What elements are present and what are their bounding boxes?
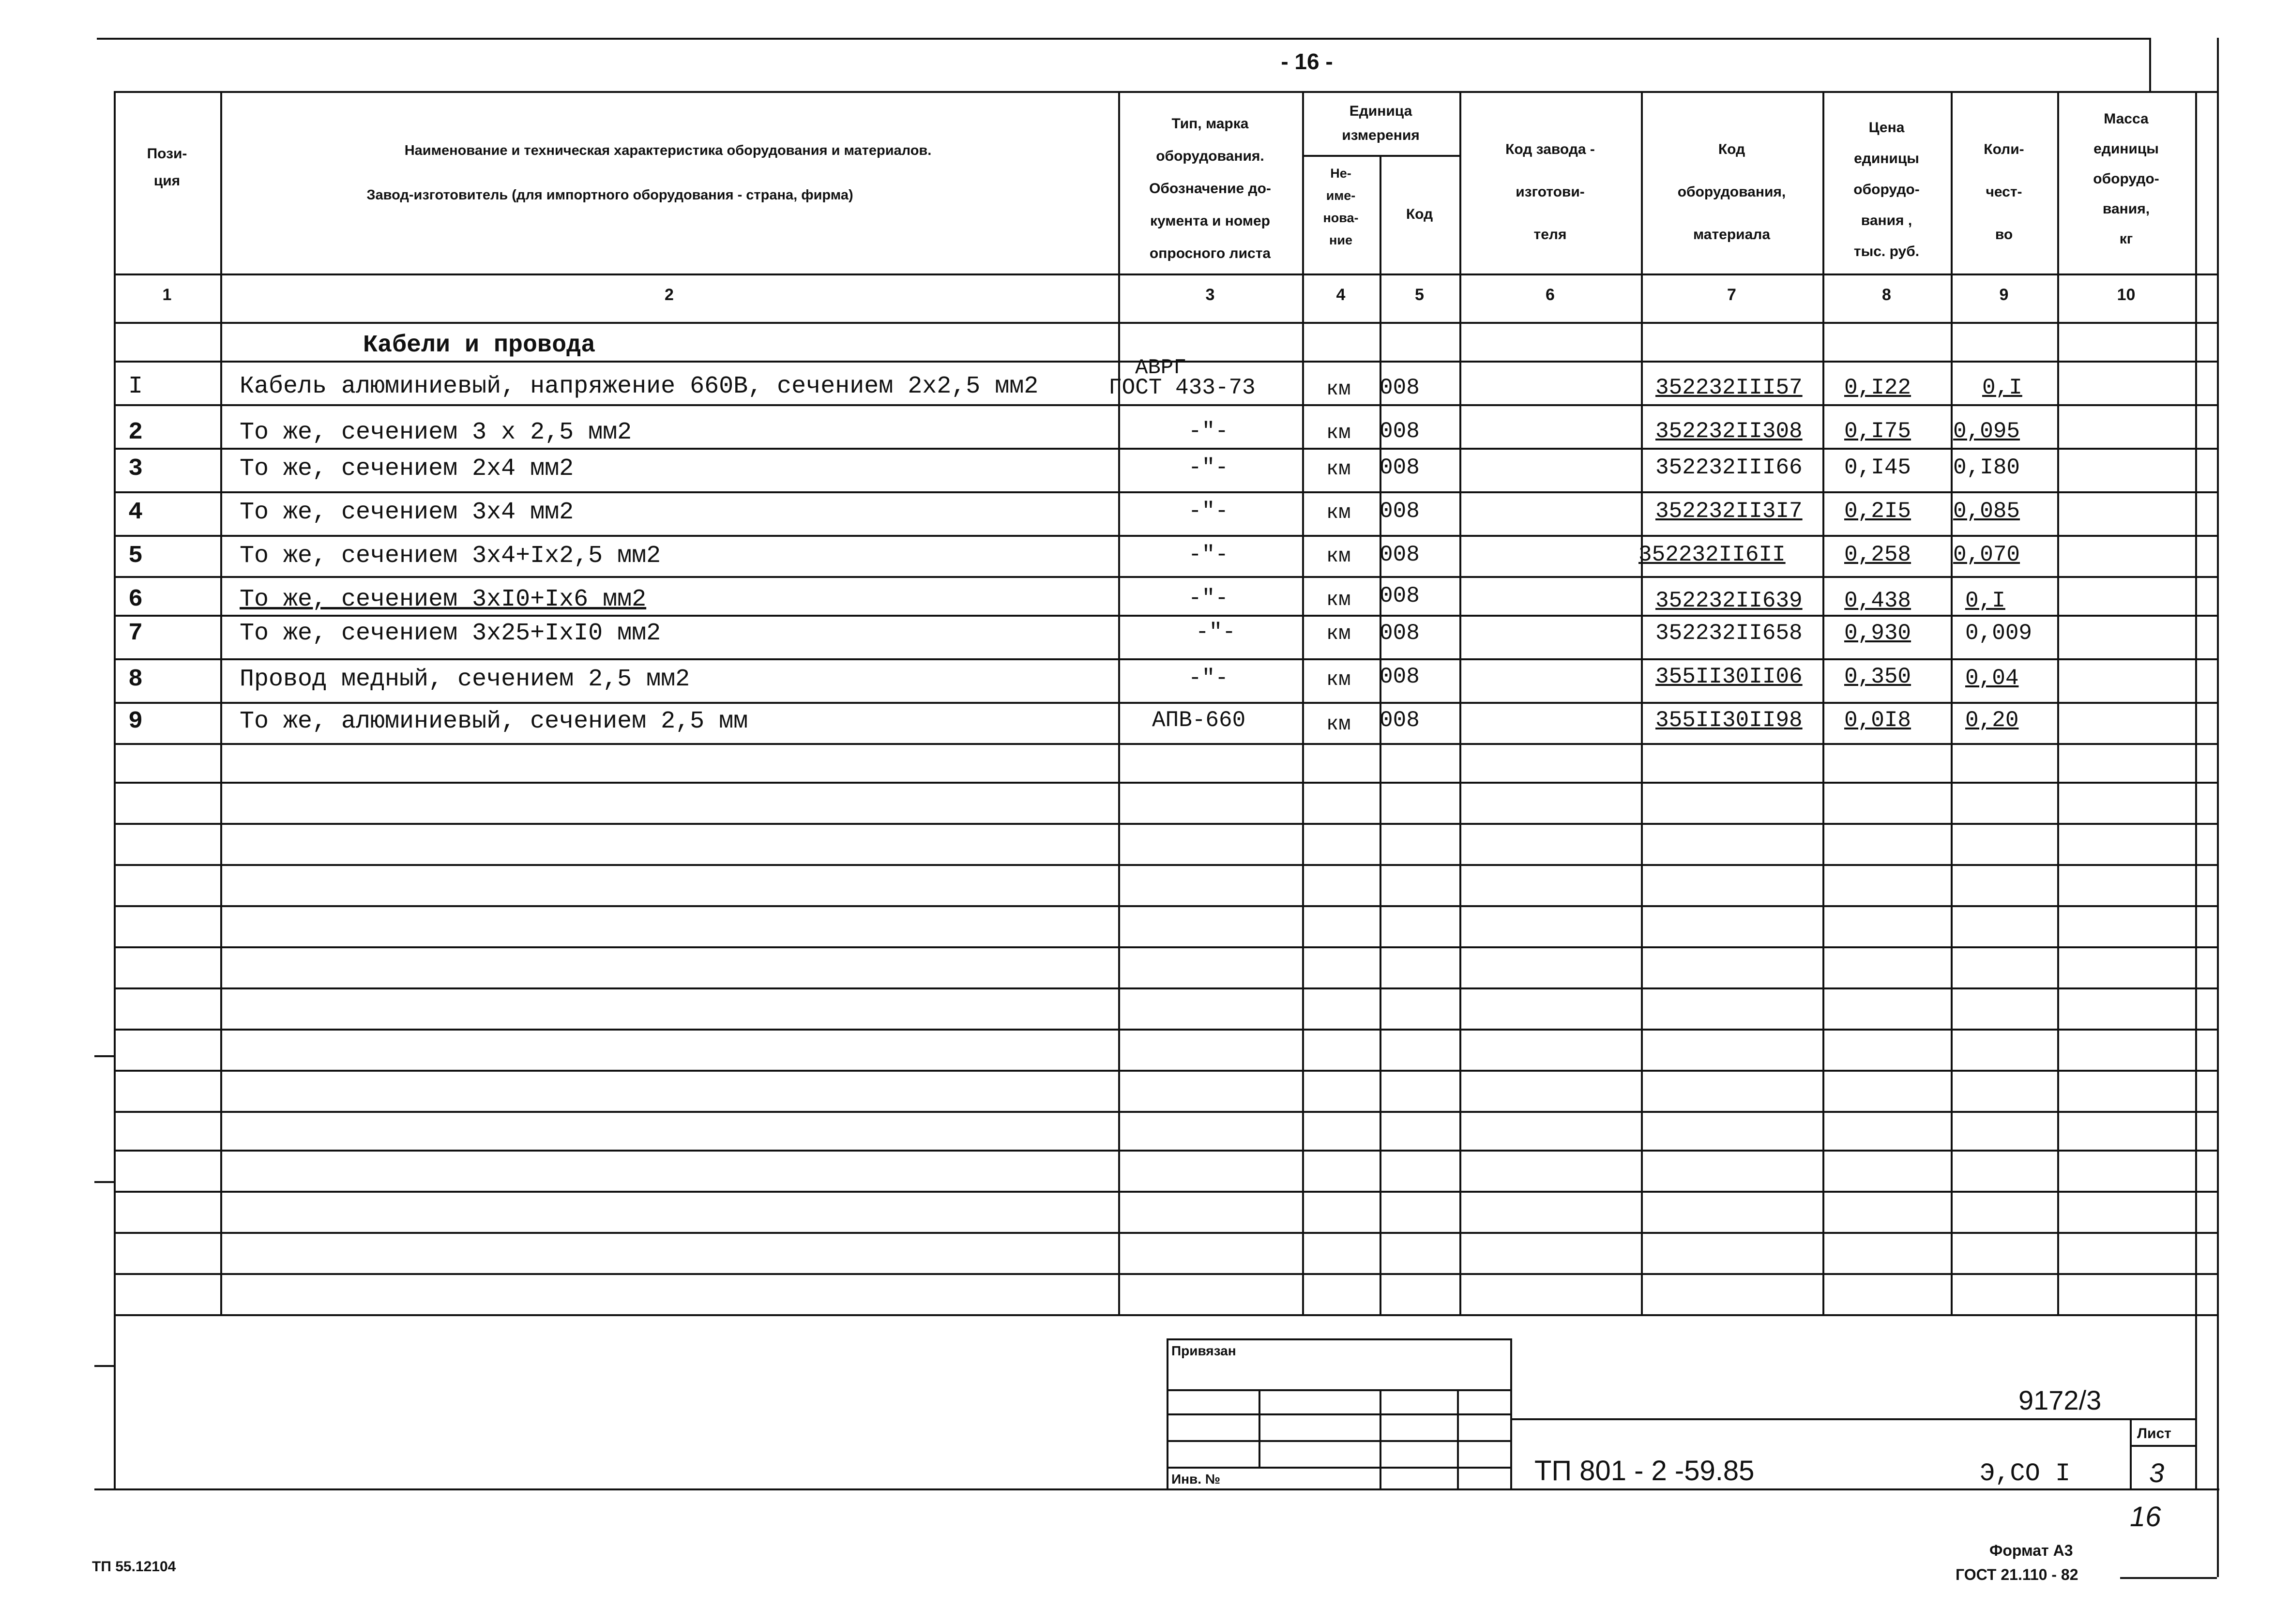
page-number: - 16 - [1281,49,1333,74]
row-code: 352232II308 [1655,419,1803,444]
row-name: То же, алюминиевый, сечением 2,5 мм [240,708,748,735]
row-unit: км [1326,501,1351,524]
row-position: 7 [128,620,143,647]
row-type: -"- [1188,666,1228,691]
col-number: 7 [1727,286,1736,304]
row-price: 0,930 [1844,621,1911,646]
row-qty: 0,20 [1965,708,2019,733]
row-name: То же, сечением 3 х 2,5 мм2 [240,419,632,446]
row-qty: 0,I [1982,375,2022,400]
row-unit: км [1326,421,1351,444]
row-type: -"- [1196,620,1236,645]
col-number: 2 [665,286,674,304]
row-unit-code: 008 [1380,499,1420,524]
left-code: ТП 55.12104 [92,1559,176,1575]
row-qty: 0,I80 [1953,455,2020,480]
header-unit-group: Единица измерения [1342,103,1420,143]
row-unit: км [1326,622,1351,645]
row-qty: 0,04 [1965,666,2019,691]
row-code: 352232II658 [1655,621,1803,646]
row-code: 352232III66 [1655,455,1803,480]
header-unit-name: Не- име- нова- ние [1323,166,1359,247]
row-position: 2 [128,419,143,446]
row-position: I [128,373,143,400]
row-type: -"- [1188,499,1228,524]
row-unit: км [1326,457,1351,481]
row-unit-code: 008 [1380,375,1420,400]
row-qty: 0,095 [1953,419,2020,444]
row-position: 8 [128,666,143,693]
row-unit-code: 008 [1380,583,1420,608]
col-number: 3 [1205,286,1215,304]
row-type-doc: ГОСТ 433-73 [1108,375,1256,400]
row-code: 352232II639 [1655,588,1803,613]
row-qty: 0,085 [1953,499,2020,524]
row-code: 352232III57 [1655,375,1803,400]
col-number: 6 [1546,286,1555,304]
row-name: То же, сечением 2х4 мм2 [240,455,574,483]
handwritten-note: 16 [2130,1501,2161,1533]
col-number: 10 [2117,286,2136,304]
row-unit-code: 008 [1380,621,1420,646]
header-price: Цена единицы оборудо- вания , тыс. руб. [1853,120,1920,259]
row-price: 0,258 [1844,542,1911,567]
row-name: Кабель алюминиевый, напряжение 660В, сечением 2х2,5 мм2 [240,373,1039,400]
row-price: 0,2I5 [1844,499,1911,524]
gost-label: ГОСТ 21.110 - 82 [1956,1566,2078,1583]
row-qty: 0,I [1965,588,2005,613]
row-unit-code: 008 [1380,419,1420,444]
row-type: -"- [1188,455,1228,480]
header-name-line1: Наименование и техническая характеристика оборудования и материалов. [404,143,932,158]
row-code: 352232II3I7 [1655,499,1803,524]
row-position: 3 [128,455,143,483]
row-unit: км [1326,545,1351,568]
row-name: То же, сечением 3х4 мм2 [240,499,574,526]
row-unit-code: 008 [1380,542,1420,567]
row-name: То же, сечением 3хI0+Iх6 мм2 [240,586,647,613]
sheet-number: 3 [2149,1457,2165,1488]
col-number: 4 [1336,286,1346,304]
row-unit: км [1326,668,1351,691]
section-title: Кабели и провода [363,332,596,359]
row-unit-code: 008 [1380,664,1420,689]
row-code: 355II30II06 [1655,664,1803,689]
format-label: Формат А3 [1989,1542,2073,1559]
header-quantity: Коли- чест- во [1984,141,2024,243]
stamp-privyazan: Привязан [1171,1343,1236,1358]
header-mass: Масса единицы оборудо- вания, кг [2093,111,2159,247]
row-type: -"- [1188,419,1228,444]
col-number: 1 [162,286,172,304]
row-unit-code: 008 [1380,455,1420,480]
row-price: 0,0I8 [1844,708,1911,733]
row-unit: км [1326,713,1351,736]
row-price: 0,I75 [1844,419,1911,444]
row-type: АПВ-660 [1152,708,1246,733]
row-type-mark: АВРГ [1135,356,1186,380]
row-price: 0,I45 [1844,455,1911,480]
row-position: 9 [128,708,143,735]
header-unit-code: Код [1406,206,1433,222]
section-code: Э,СО I [1980,1459,2071,1488]
row-position: 6 [128,586,143,613]
row-unit: км [1326,588,1351,611]
row-type: -"- [1188,586,1228,611]
row-qty: 0,009 [1965,621,2032,646]
row-name: То же, сечением 3х4+Iх2,5 мм2 [240,542,661,570]
row-name: Провод медный, сечением 2,5 мм2 [240,666,690,693]
row-type: -"- [1188,542,1228,567]
doc-code: ТП 801 - 2 -59.85 [1534,1455,1755,1487]
row-code: 352232II6II [1638,542,1786,567]
row-code: 355II30II98 [1655,708,1803,733]
row-unit-code: 008 [1380,708,1420,733]
row-price: 0,350 [1844,664,1911,689]
stamp-inv-no: Инв. № [1171,1472,1221,1487]
col-number: 8 [1882,286,1891,304]
row-qty: 0,070 [1953,542,2020,567]
row-position: 5 [128,542,143,570]
row-name: То же, сечением 3х25+IхI0 мм2 [240,620,661,647]
sheet-label: Лист [2137,1426,2171,1442]
row-price: 0,I22 [1844,375,1911,400]
header-position: Пози- ция [147,146,187,189]
header-equipment-code: Код оборудования, материала [1677,141,1786,243]
col-number: 5 [1415,286,1424,304]
row-unit: км [1326,378,1351,401]
col-number: 9 [1999,286,2009,304]
row-position: 4 [128,499,143,526]
header-manufacturer-code: Код завода - изготови- теля [1505,141,1595,243]
header-name-line2: Завод-изготовитель (для импортного оборудования - страна, фирма) [366,187,853,203]
row-price: 0,438 [1844,588,1911,613]
doc-ref: 9172/3 [2018,1385,2102,1415]
header-type: Тип, марка оборудования. Обозначение до- кумента и номер опросного листа [1149,116,1271,261]
